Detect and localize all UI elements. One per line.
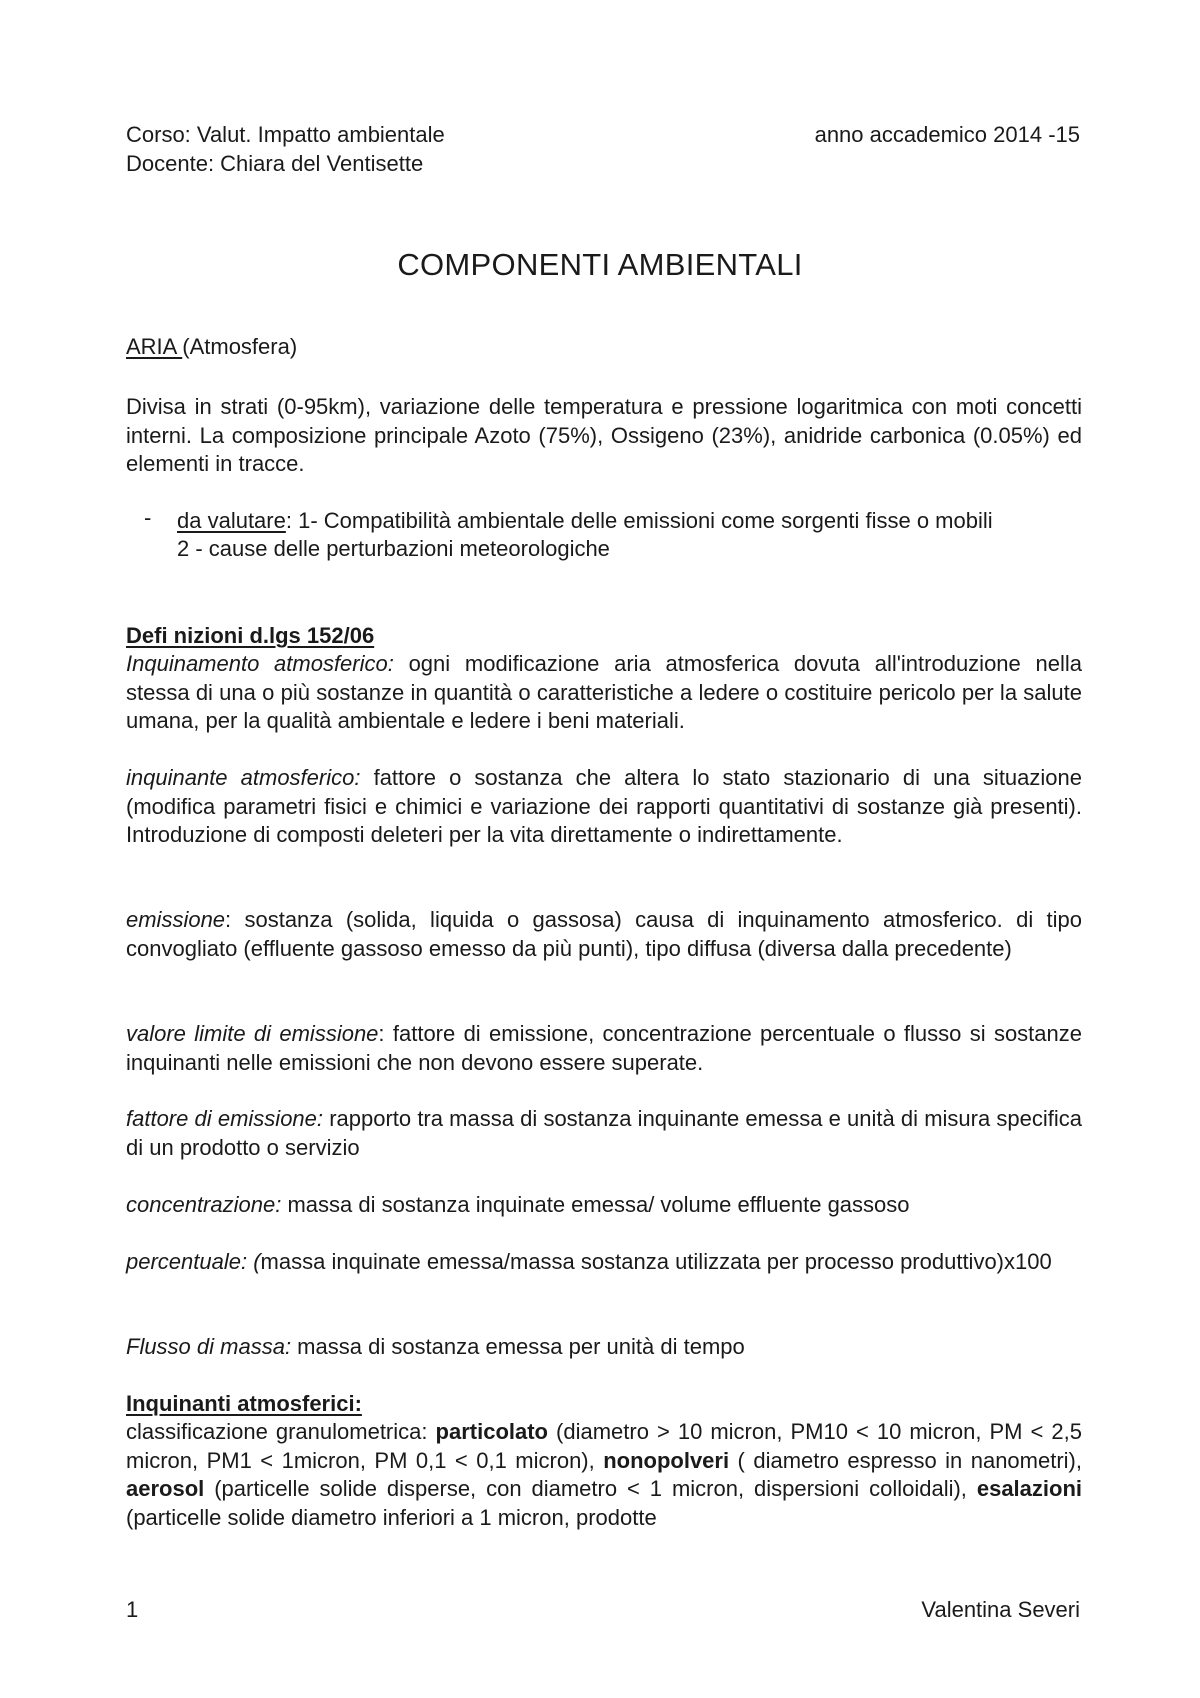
definition-item <box>126 1105 1082 1162</box>
term-aerosol: aerosol <box>126 1476 205 1501</box>
definition-term: percentuale: ( <box>126 1249 261 1274</box>
definition-item <box>126 1020 1082 1077</box>
definition-term: emissione <box>126 907 226 932</box>
definition-term: fattore di emissione: <box>126 1106 324 1131</box>
definition-text: rapporto tra massa di sostanza inquinante emessa e unità di misura specifica di un prodotto o servizio <box>126 1106 1082 1160</box>
definition-term: valore limite di emissione <box>126 1021 379 1046</box>
definition-text: massa di sostanza inquinate emessa/ volume effluente gassoso <box>281 1192 910 1217</box>
definitions-heading-text: Defi nizioni d.lgs 152/06 <box>126 623 375 648</box>
aria-heading-suffix: (Atmosfera) <box>182 334 298 359</box>
definition-text: massa di sostanza emessa per unità di tempo <box>291 1334 745 1359</box>
definition-text: : sostanza (solida, liquida o gassosa) causa di inquinamento atmosferico. di tipo convogliato (effluente gassoso emesso da più punti), tipo diffusa (diversa dalla precedente) <box>126 907 1082 961</box>
definition-text: : fattore di emissione, concentrazione percentuale o flusso si sostanze inquinanti nelle emissioni che non devono essere superate. <box>126 1021 1082 1075</box>
definition-term: inquinante atmosferico: <box>126 765 361 790</box>
definitions-heading <box>126 622 374 650</box>
header-teacher: Docente: Chiara del Ventisette <box>126 151 424 176</box>
definition-item <box>126 764 1082 850</box>
definition-item <box>126 1191 1082 1220</box>
definition-text: fattore o sostanza che altera lo stato stazionario di una situazione (modifica parametri fisici e chimici e variazione dei rapporti quantitativi di sostanze già presenti). Introduzione di composti deleteri per la vita direttamente o indirettamente. <box>126 765 1082 847</box>
pollutants-paragraph: classificazione granulometrica: particolato (diametro > 10 micron, PM10 < 10 micron, PM < 2,5 micron, PM1 < 1micron, PM 0,1 < 0,1 micron), nonopolveri ( diametro espresso in nanometri), aerosol (particelle solide disperse, con diametro < 1 micron, dispersioni colloidali), esalazioni (particelle solide diametro inferiori a 1 micron, prodotte <box>126 1419 1082 1530</box>
definition-item <box>126 1248 1082 1277</box>
definition-term: concentrazione: <box>126 1192 282 1217</box>
bullet-item-evaluate <box>177 507 993 535</box>
definition-term: Flusso di massa: <box>126 1334 292 1359</box>
footer-author: Valentina Severi <box>921 1597 1080 1622</box>
term-nonopolveri: nonopolveri <box>603 1447 730 1473</box>
definition-text: massa inquinate emessa/massa sostanza utilizzata per processo produttivo)x100 <box>260 1249 1052 1274</box>
pollutants-heading <box>126 1390 362 1418</box>
aria-heading-label: ARIA <box>126 334 183 359</box>
header-academic-year: anno accademico 2014 -15 <box>814 122 1080 147</box>
definition-item <box>126 650 1082 736</box>
bullet-line-1: : 1- Compatibilità ambientale delle emissioni come sorgenti fisse o mobili <box>285 508 993 533</box>
page-number: 1 <box>126 1597 139 1622</box>
bullet-label: da valutare <box>177 508 286 533</box>
page-title: COMPONENTI AMBIENTALI <box>397 247 803 282</box>
definition-text: ogni modificazione aria atmosferica dovuta all'introduzione nella stessa di una o più sostanze in quantità o caratteristiche a ledere o costituire pericolo per la salute umana, per la qualità ambientale e ledere i beni materiali. <box>126 651 1082 733</box>
header-course: Corso: Valut. Impatto ambientale <box>126 122 445 147</box>
term-esalazioni: esalazioni <box>976 1476 1082 1501</box>
definition-term: Inquinamento atmosferico: <box>126 651 394 676</box>
bullet-marker: - <box>144 505 152 530</box>
term-particolato: particolato <box>435 1419 548 1444</box>
section-heading-aria <box>126 333 297 361</box>
definition-item <box>126 906 1082 963</box>
pollutants-heading-text: Inquinanti atmosferici: <box>126 1391 362 1416</box>
bullet-line-2: 2 - cause delle perturbazioni meteorologiche <box>177 536 610 561</box>
aria-intro-paragraph: Divisa in strati (0-95km), variazione delle temperatura e pressione logaritmica con moti concetti interni. La composizione principale Azoto (75%), Ossigeno (23%), anidride carbonica (0.05%) ed elementi in tracce. <box>126 394 1082 476</box>
definition-item <box>126 1333 1082 1362</box>
